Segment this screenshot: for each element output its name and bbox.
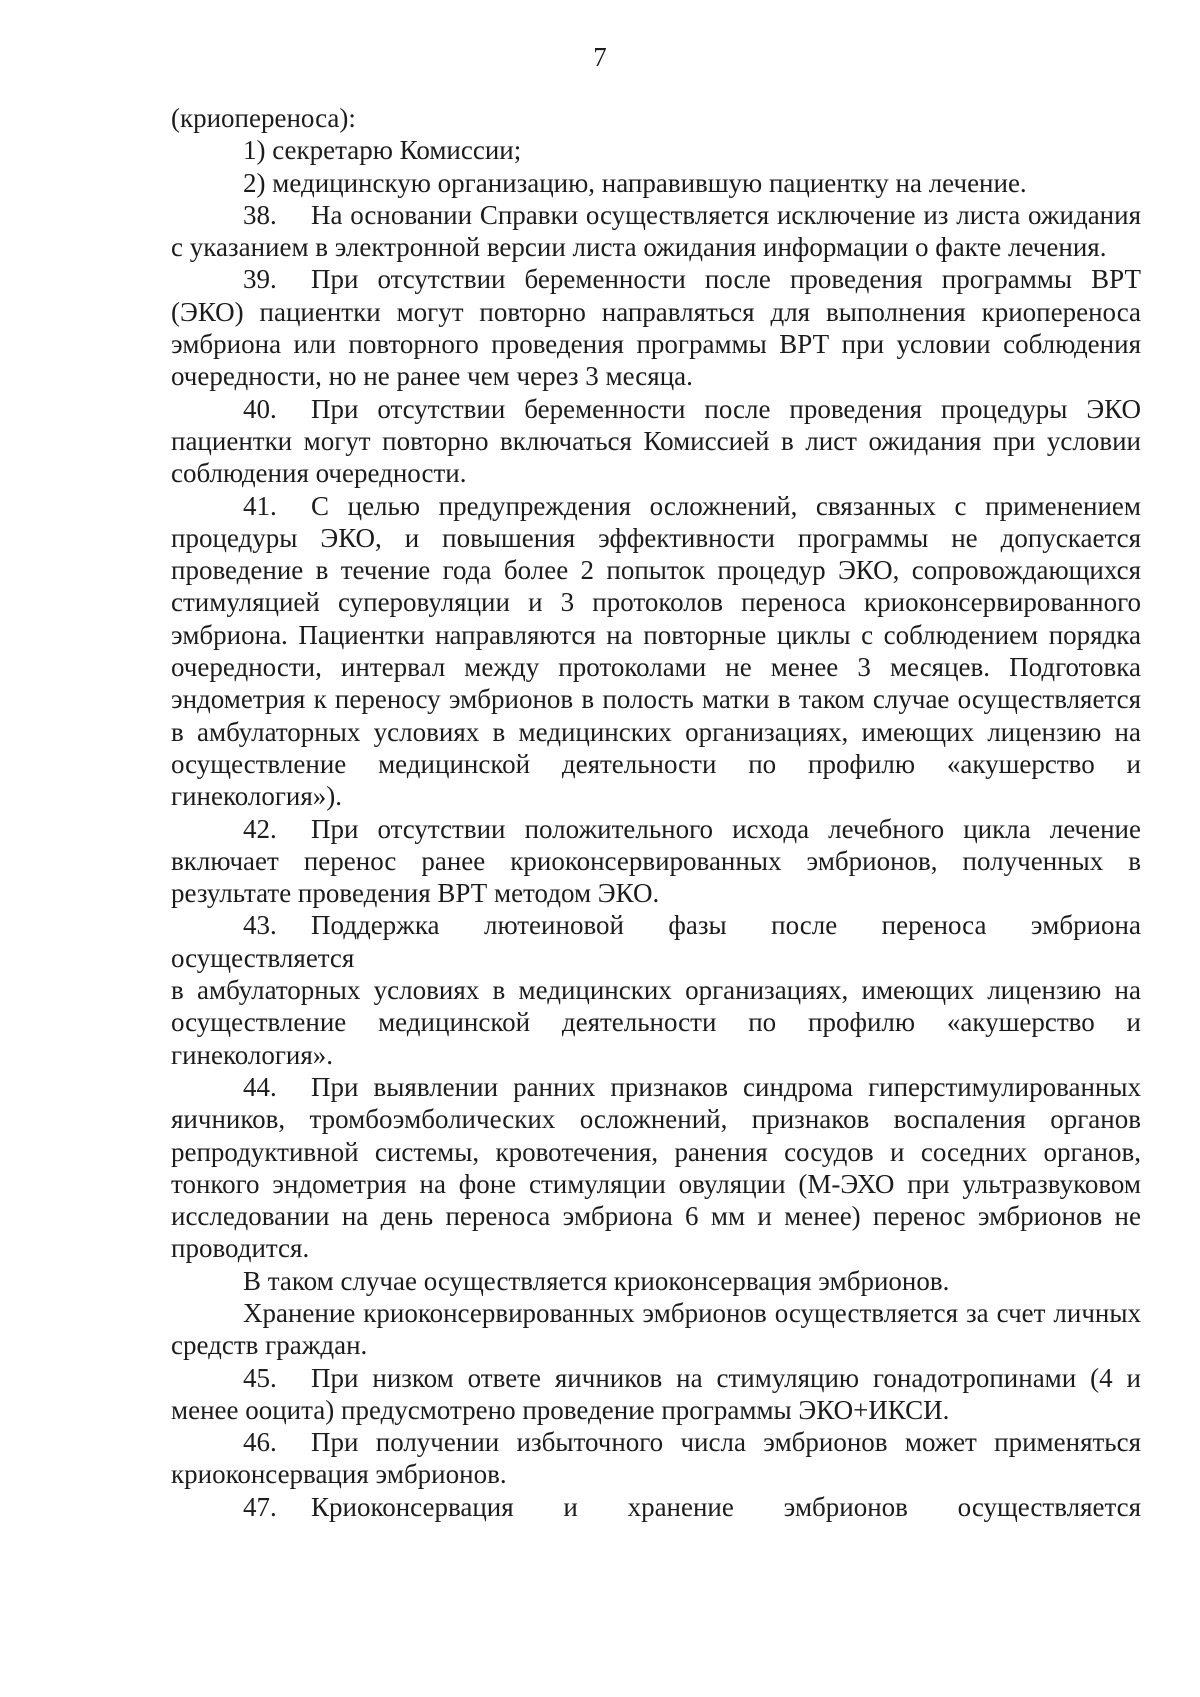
numbered-paragraph (171, 1491, 1141, 1523)
paragraph-text: в амбулаторных условиях в медицинских организациях, имеющих лицензию на осуществление медицинской деятельности по профилю «акушерство и гинекология». (171, 975, 1141, 1070)
paragraph-number: 45. (243, 1362, 277, 1393)
paragraph-number: 39. (243, 264, 277, 295)
paragraph-text: При отсутствии беременности после проведения программы ВРТ (ЭКО) пациентки могут повторно направляться для выполнения криопереноса эмбриона или повторного проведения программы ВРТ при условии соблюдения очередности, но не ранее чем через 3 месяца. (171, 264, 1141, 392)
paragraph-text: При выявлении ранних признаков синдрома гиперстимулированных яичников, тромбоэмболических осложнений, признаков воспаления органов репродуктивной системы, кровотечения, ранения сосудов и соседних органов, тонкого эндометрия на фоне стимуляции овуляции (М-ЭХО при ультразвуковом исследовании на день переноса эмбриона 6 мм и менее) перенос эмбрионов не проводится. (171, 1071, 1141, 1264)
numbered-paragraph (171, 263, 1141, 392)
paragraph-number: 38. (243, 199, 277, 230)
paragraph-text: В таком случае осуществляется криоконсервация эмбрионов. (243, 1265, 950, 1296)
paragraph-text: При низком ответе яичников на стимуляцию гонадотропинами (4 и менее ооцита) предусмотрено проведение программы ЭКО+ИКСИ. (171, 1362, 1141, 1425)
paragraph-number: 44. (243, 1071, 277, 1102)
paragraph-number: 42. (243, 813, 277, 844)
paragraph-number: 47. (243, 1491, 277, 1522)
paragraph-text: С целью предупреждения осложнений, связанных с применением процедуры ЭКО, и повышения эффективности программы не допускается проведение в течение года более 2 попыток процедур ЭКО, сопровождающихся стимуляцией суперовуляции и 3 протоколов переноса криоконсервированного эмбриона. Пациентки направляются на повторные циклы с соблюдением порядка очередности, интервал между протоколами не менее 3 месяцев. Подготовка эндометрия к переносу эмбрионов в полость матки в таком случае осуществляется в амбулаторных условиях в медицинских организациях, имеющих лицензию на осуществление медицинской деятельности по профилю «акушерство и гинекология»). (171, 490, 1141, 812)
paragraph-text: При отсутствии положительного исхода лечебного цикла лечение включает перенос ранее криоконсервированных эмбрионов, полученных в результате проведения ВРТ методом ЭКО. (171, 813, 1141, 909)
document-body (171, 102, 1141, 1523)
paragraph (171, 134, 1141, 166)
numbered-paragraph (171, 909, 1141, 974)
numbered-paragraph (171, 199, 1141, 264)
paragraph-number: 41. (243, 490, 277, 521)
paragraph-text: Поддержка лютеиновой фазы после переноса эмбриона осуществляется (171, 910, 1141, 973)
numbered-paragraph (171, 813, 1141, 910)
paragraph (171, 102, 1141, 134)
page-number: 7 (593, 42, 607, 72)
paragraph-text: На основании Справки осуществляется исключение из листа ожидания с указанием в электронной версии листа ожидания информации о факте лечения. (171, 199, 1141, 263)
paragraph-number: 43. (243, 910, 277, 941)
paragraph-text: При получении избыточного числа эмбрионов может применяться криоконсервация эмбрионов. (171, 1427, 1141, 1490)
paragraph (171, 1297, 1141, 1362)
paragraph-text: Криоконсервация и хранение эмбрионов осуществляется (311, 1491, 1141, 1522)
paragraph-text: 1) секретарю Комиссии; (243, 135, 522, 166)
paragraph-number: 46. (243, 1427, 277, 1458)
paragraph (171, 1265, 1141, 1297)
numbered-paragraph (171, 1071, 1141, 1265)
paragraph-text: 2) медицинскую организацию, направившую пациентку на лечение. (243, 167, 1027, 198)
paragraph-text: (криопереноса): (171, 103, 356, 133)
numbered-paragraph (171, 1362, 1141, 1427)
numbered-paragraph (171, 393, 1141, 490)
paragraph (171, 167, 1141, 199)
paragraph-number: 40. (243, 393, 277, 424)
paragraph (171, 974, 1141, 1071)
numbered-paragraph (171, 1426, 1141, 1491)
numbered-paragraph (171, 490, 1141, 813)
paragraph-text: При отсутствии беременности после проведения процедуры ЭКО пациентки могут повторно включаться Комиссией в лист ожидания при условии соблюдения очередности. (171, 393, 1141, 489)
paragraph-text: Хранение криоконсервированных эмбрионов осуществляется за счет личных средств граждан. (171, 1297, 1141, 1361)
